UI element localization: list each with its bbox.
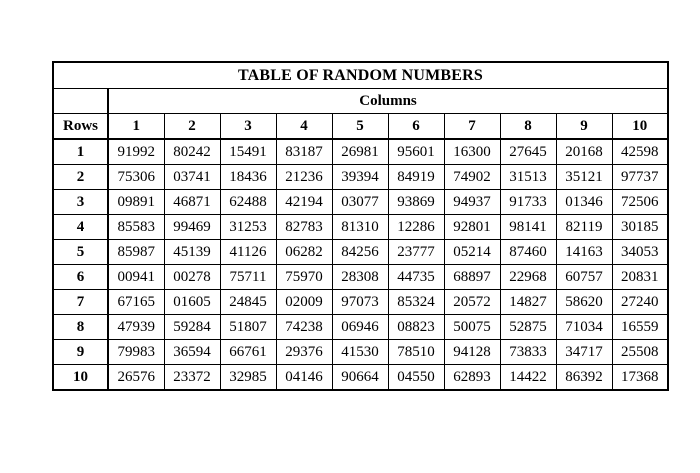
column-header: 6 <box>388 114 444 140</box>
table-cell: 82783 <box>276 215 332 240</box>
table-cell: 31513 <box>500 165 556 190</box>
table-cell: 28308 <box>332 265 388 290</box>
table-cell: 95601 <box>388 139 444 165</box>
table-row <box>53 139 668 165</box>
row-label: 3 <box>53 190 108 215</box>
column-header: 2 <box>164 114 220 140</box>
table-cell: 81310 <box>332 215 388 240</box>
table-cell: 12286 <box>388 215 444 240</box>
table-cell: 06282 <box>276 240 332 265</box>
table-cell: 67165 <box>108 290 164 315</box>
table-cell: 39394 <box>332 165 388 190</box>
table-cell: 27240 <box>612 290 668 315</box>
table-cell: 42194 <box>276 190 332 215</box>
table-cell: 87460 <box>500 240 556 265</box>
column-number-row <box>53 114 668 140</box>
table-cell: 20168 <box>556 139 612 165</box>
table-cell: 04550 <box>388 365 444 391</box>
table-cell: 06946 <box>332 315 388 340</box>
table-cell: 83187 <box>276 139 332 165</box>
row-label: 6 <box>53 265 108 290</box>
columns-label-row <box>53 89 668 114</box>
table-row <box>53 240 668 265</box>
table-cell: 97737 <box>612 165 668 190</box>
table-cell: 78510 <box>388 340 444 365</box>
table-cell: 51807 <box>220 315 276 340</box>
rows-label: Rows <box>53 114 108 140</box>
table-row <box>53 290 668 315</box>
table-cell: 16300 <box>444 139 500 165</box>
table-cell: 47939 <box>108 315 164 340</box>
column-header: 3 <box>220 114 276 140</box>
table-cell: 59284 <box>164 315 220 340</box>
table-cell: 15491 <box>220 139 276 165</box>
table-cell: 62893 <box>444 365 500 391</box>
table-row <box>53 340 668 365</box>
table-cell: 26981 <box>332 139 388 165</box>
table-cell: 25508 <box>612 340 668 365</box>
table-cell: 52875 <box>500 315 556 340</box>
table-cell: 00278 <box>164 265 220 290</box>
table-cell: 04146 <box>276 365 332 391</box>
table-cell: 60757 <box>556 265 612 290</box>
table-row <box>53 265 668 290</box>
table-cell: 72506 <box>612 190 668 215</box>
table-cell: 30185 <box>612 215 668 240</box>
table-cell: 85987 <box>108 240 164 265</box>
table-cell: 21236 <box>276 165 332 190</box>
column-header: 4 <box>276 114 332 140</box>
column-header: 8 <box>500 114 556 140</box>
table-cell: 71034 <box>556 315 612 340</box>
table-cell: 68897 <box>444 265 500 290</box>
table-cell: 03741 <box>164 165 220 190</box>
table-cell: 84919 <box>388 165 444 190</box>
table-cell: 08823 <box>388 315 444 340</box>
table-cell: 46871 <box>164 190 220 215</box>
table-cell: 03077 <box>332 190 388 215</box>
table-cell: 34053 <box>612 240 668 265</box>
table-cell: 94128 <box>444 340 500 365</box>
row-label: 10 <box>53 365 108 391</box>
table-cell: 27645 <box>500 139 556 165</box>
table-cell: 62488 <box>220 190 276 215</box>
table-cell: 01605 <box>164 290 220 315</box>
table-cell: 74902 <box>444 165 500 190</box>
table-cell: 34717 <box>556 340 612 365</box>
table-cell: 16559 <box>612 315 668 340</box>
table-cell: 99469 <box>164 215 220 240</box>
table-cell: 41530 <box>332 340 388 365</box>
row-label: 7 <box>53 290 108 315</box>
table-cell: 14827 <box>500 290 556 315</box>
table-cell: 85583 <box>108 215 164 240</box>
table-cell: 97073 <box>332 290 388 315</box>
columns-label: Columns <box>108 89 668 114</box>
table-cell: 73833 <box>500 340 556 365</box>
column-header: 10 <box>612 114 668 140</box>
table-title: TABLE OF RANDOM NUMBERS <box>53 62 668 89</box>
table-cell: 29376 <box>276 340 332 365</box>
table-cell: 98141 <box>500 215 556 240</box>
table-cell: 32985 <box>220 365 276 391</box>
table-cell: 35121 <box>556 165 612 190</box>
table-cell: 14422 <box>500 365 556 391</box>
table-cell: 24845 <box>220 290 276 315</box>
table-cell: 90664 <box>332 365 388 391</box>
table-cell: 82119 <box>556 215 612 240</box>
table-cell: 23777 <box>388 240 444 265</box>
table-cell: 31253 <box>220 215 276 240</box>
row-label: 9 <box>53 340 108 365</box>
table-cell: 44735 <box>388 265 444 290</box>
column-header: 5 <box>332 114 388 140</box>
table-cell: 36594 <box>164 340 220 365</box>
table-cell: 20572 <box>444 290 500 315</box>
row-label: 1 <box>53 139 108 165</box>
table-cell: 05214 <box>444 240 500 265</box>
table-cell: 14163 <box>556 240 612 265</box>
table-cell: 93869 <box>388 190 444 215</box>
row-label: 8 <box>53 315 108 340</box>
row-label: 2 <box>53 165 108 190</box>
table-cell: 58620 <box>556 290 612 315</box>
table-cell: 75970 <box>276 265 332 290</box>
table-cell: 26576 <box>108 365 164 391</box>
table-cell: 42598 <box>612 139 668 165</box>
table-row <box>53 165 668 190</box>
table-cell: 23372 <box>164 365 220 391</box>
table-cell: 92801 <box>444 215 500 240</box>
random-numbers-table <box>52 61 669 391</box>
table-cell: 09891 <box>108 190 164 215</box>
column-header: 7 <box>444 114 500 140</box>
table-cell: 66761 <box>220 340 276 365</box>
table-cell: 45139 <box>164 240 220 265</box>
table-cell: 00941 <box>108 265 164 290</box>
table-cell: 74238 <box>276 315 332 340</box>
column-header: 9 <box>556 114 612 140</box>
table-cell: 22968 <box>500 265 556 290</box>
table-cell: 91733 <box>500 190 556 215</box>
table-row <box>53 215 668 240</box>
table-cell: 01346 <box>556 190 612 215</box>
table-cell: 80242 <box>164 139 220 165</box>
table-cell: 17368 <box>612 365 668 391</box>
title-row <box>53 62 668 89</box>
table-cell: 18436 <box>220 165 276 190</box>
table-row <box>53 190 668 215</box>
table-cell: 50075 <box>444 315 500 340</box>
table-cell: 84256 <box>332 240 388 265</box>
table-cell: 20831 <box>612 265 668 290</box>
row-label: 4 <box>53 215 108 240</box>
table-cell: 75306 <box>108 165 164 190</box>
table-cell: 02009 <box>276 290 332 315</box>
table-cell: 94937 <box>444 190 500 215</box>
table-cell: 86392 <box>556 365 612 391</box>
row-label: 5 <box>53 240 108 265</box>
column-header: 1 <box>108 114 164 140</box>
table-cell: 79983 <box>108 340 164 365</box>
empty-corner-cell <box>53 89 108 114</box>
table-cell: 91992 <box>108 139 164 165</box>
table-row <box>53 315 668 340</box>
table-cell: 75711 <box>220 265 276 290</box>
table-cell: 85324 <box>388 290 444 315</box>
table-cell: 41126 <box>220 240 276 265</box>
table-row <box>53 365 668 391</box>
